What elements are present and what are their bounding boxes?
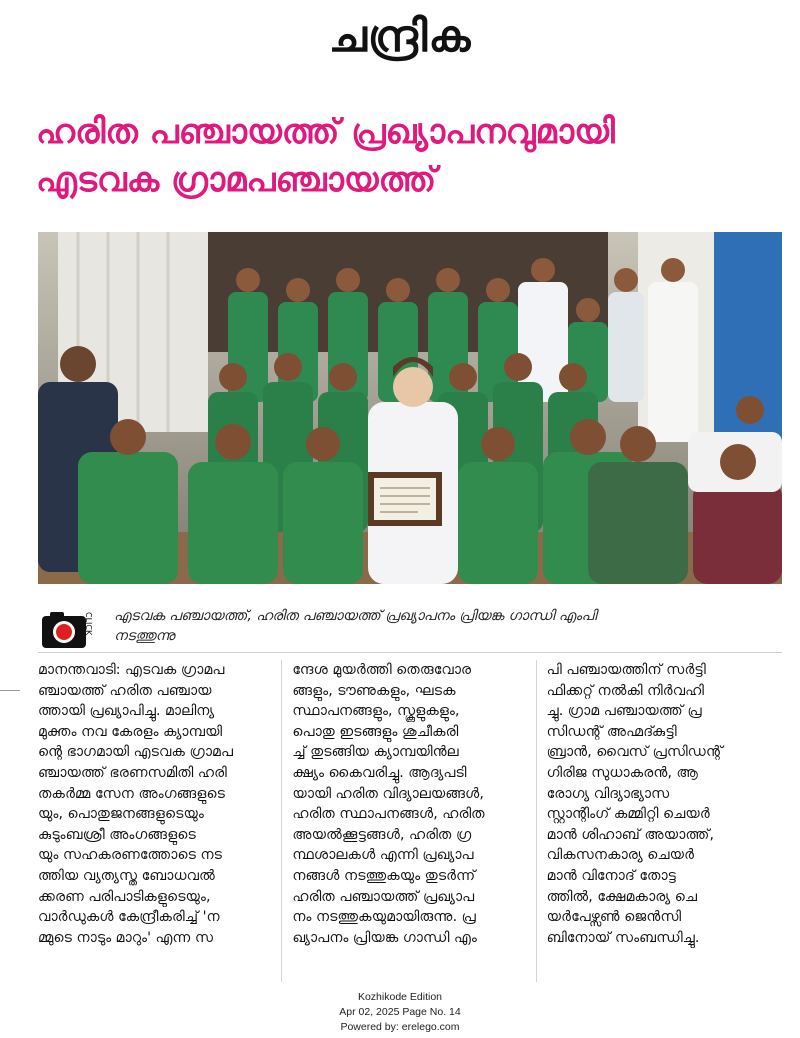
caption-text [114, 606, 774, 646]
article-line: ത്തിൽ, ക്ഷേമകാര്യ ചെ [546, 888, 698, 905]
caption-line-1: എടവക പഞ്ചായത്ത്, ഹരിത പഞ്ചായത്ത് പ്രഖ്യാപനം പ്രിയങ്ക ഗാന്ധി എംപി [114, 608, 597, 624]
article-line: ഹരിത പഞ്ചായത്ത് പ്രഖ്യാപ [292, 888, 475, 905]
article-line: ന്ദേശ മുയർത്തി തെരുവോര [292, 662, 472, 678]
headline-line-2: എടവക ഗ്രാമപഞ്ചായത്ത് [36, 160, 437, 200]
article-line: മാൻ ശിഹാബ് അയാത്ത്, [546, 826, 715, 843]
article-line: ഗിരിജ സുധാകരൻ, ആ [546, 764, 699, 781]
article-line: പൊതു ഇടങ്ങളും ശുചീകരി [292, 723, 459, 740]
footer-edition: Kozhikode Edition [357, 991, 443, 1003]
article-line: മുക്തം നവ കേരളം ക്യാമ്പയി [38, 723, 223, 740]
article-line: കുടുംബശ്രീ അംഗങ്ങളുടെ [38, 826, 196, 843]
article-line: മാനന്തവാടി: എടവക ഗ്രാമപ [38, 662, 225, 678]
article-line: ഖ്യാപനം പ്രിയങ്ക ഗാന്ധി എം [292, 929, 478, 946]
group-photo-illustration [38, 232, 782, 584]
article-line: സ്ഥാപനങ്ങളും, സ്കൂളുകളും, [292, 703, 460, 720]
article-line: ക്ഷ്യം കൈവരിച്ചു. ആദ്യപടി [292, 764, 467, 781]
margin-tick [0, 690, 20, 691]
camera-label: CLICK [84, 612, 93, 636]
article-column-1 [38, 660, 282, 982]
article-line: ച്ചു. ഗ്രാമ പഞ്ചായത്ത് പ്ര [546, 703, 702, 720]
headline-line-1: ഹരിത പഞ്ചായത്ത് പ്രഖ്യാപനവുമായി [36, 112, 615, 152]
article-line: യായി ഹരിത വിദ്യാലയങ്ങൾ, [292, 785, 484, 802]
article-line: മ്മുടെ നാടും മാറും' എന്ന സ [38, 929, 214, 946]
article-line: വികസനകാര്യ ചെയർ [546, 847, 695, 864]
article-line: ഞ്ചായത്ത് ഭരണസമിതി ഹരി [38, 764, 227, 781]
article-line: ത്തായി പ്രഖ്യാപിച്ചു. മാലിന്യ [38, 703, 215, 720]
article-line: ങ്ങളും, ടൗണുകളും, ഘടക [292, 682, 456, 699]
article-line: ഫിക്കറ്റ് നൽകി നിർവഹി [546, 682, 704, 699]
article-line: വാർഡുകൾ കേന്ദ്രീകരിച്ച് 'ന [38, 909, 220, 926]
photo-caption [38, 598, 782, 646]
article-line: നങ്ങൾ നടത്തുകയും തുടർന്ന് [292, 867, 476, 884]
article-line: ന്റെ ഭാഗമായി എടവക ഗ്രാമപ [38, 744, 234, 761]
article-line: രോഗ്യ വിദ്യാഭ്യാസ [546, 785, 670, 802]
article-line: ന്ഥശാലകൾ എന്നി പ്രഖ്യാപ [292, 847, 474, 864]
page-footer [0, 990, 800, 1035]
masthead-title: ചന്ദ്രിക [328, 11, 472, 62]
footer-powered-by: Powered by: erelego.com [340, 1021, 460, 1033]
article-line: യും, പൊതുജനങ്ങളുടെയും [38, 806, 204, 823]
caption-line-2: നടത്തുന്നു [114, 628, 175, 644]
article-line: അയൽക്കൂട്ടങ്ങൾ, ഹരിത ഗ്ര [292, 826, 472, 843]
article-line: ത്തിയ വ്യത്യസ്ത ബോധവൽ [38, 867, 215, 884]
footer-date-page: Apr 02, 2025 Page No. 14 [339, 1006, 461, 1018]
article-line: ബിനോയ് സംബന്ധിച്ചു. [546, 929, 700, 946]
article-line: യർപേഴ്സൺ ജെൻസി [546, 909, 682, 926]
article-line: ക്കരണ പരിപാടികളുടെയും, [38, 888, 211, 905]
article-line: ഞ്ചായത്ത് ഹരിത പഞ്ചായ [38, 682, 212, 699]
article-line: ഹരിത സ്ഥാപനങ്ങൾ, ഹരിത [292, 806, 485, 823]
article-body [38, 660, 782, 982]
article-line: നം നടത്തുകയുമായിരുന്നു. പ്ര [292, 909, 476, 926]
article-column-3 [547, 660, 782, 982]
article-line: സ്റ്റാന്റിംഗ് കമ്മിറ്റി ചെയർ [546, 806, 710, 823]
article-line: പി പഞ്ചായത്തിന് സർട്ടി [546, 662, 706, 678]
article-line: ബ്രാൻ, വൈസ് പ്രസിഡന്റ് [546, 744, 723, 761]
article-line: യും സഹകരണത്തോടെ നട [38, 847, 222, 864]
headline [36, 108, 776, 204]
article-line: ച്ച് തുടങ്ങിയ ക്യാമ്പയിൻല [292, 744, 459, 761]
article-column-2 [292, 660, 536, 982]
article-line: സിഡന്റ് അഹ്മദ്കുട്ടി [546, 723, 677, 740]
article-line: മാൻ വിനോദ് തോട്ട [546, 867, 677, 884]
article-line: തകർമ്മ സേന അംഗങ്ങളുടെ [38, 785, 226, 802]
caption-divider [38, 652, 782, 653]
news-photo [38, 232, 782, 584]
